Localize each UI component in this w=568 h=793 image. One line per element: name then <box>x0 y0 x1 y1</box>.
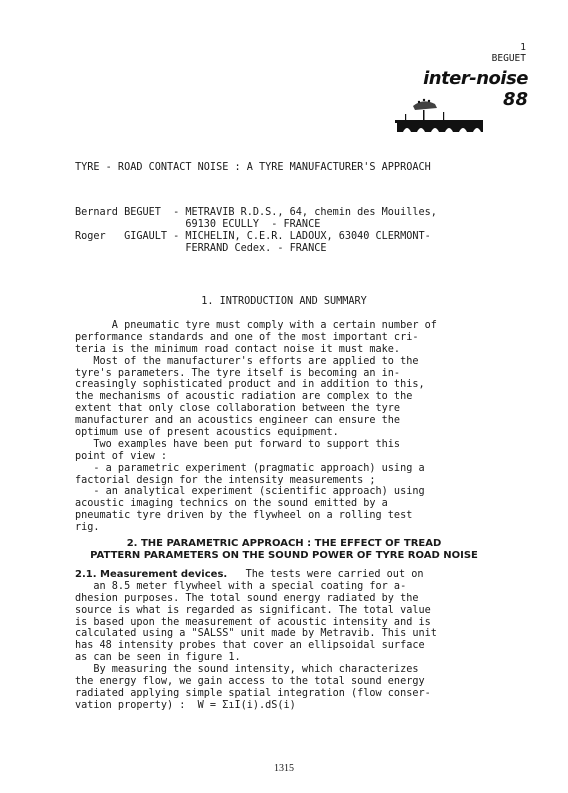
body-line: vation property) : W = ΣıI(i).dS(i) <box>75 699 296 711</box>
logo-title: inter-noise <box>423 68 528 89</box>
body-line: acoustic imaging technics on the sound emitted by a <box>75 498 388 510</box>
body-line: source is what is regarded as significant. The total value <box>75 604 431 616</box>
body-line: an 8.5 meter flywheel with a special coating for a- <box>75 580 407 592</box>
author-line: Bernard BEGUET - METRAVIB R.D.S., 64, chemin des Mouilles, <box>75 207 437 218</box>
section-1-body <box>75 320 500 534</box>
body-line: pneumatic tyre driven by the flywheel on a rolling test <box>75 510 413 522</box>
author-line: 69130 ECULLY - FRANCE <box>75 218 321 230</box>
body-line: point of view : <box>75 450 168 462</box>
body-line: manufacturer and an acoustics engineer can ensure the <box>75 415 401 427</box>
body-line: Most of the manufacturer's efforts are applied to the <box>75 355 419 367</box>
body-line: rig. <box>75 522 100 534</box>
section-2-heading-line: 2. THE PARAMETRIC APPROACH : THE EFFECT OF TREAD <box>126 538 442 549</box>
body-line: Two examples have been put forward to support this <box>75 438 401 450</box>
body-line: performance standards and one of the most important cri- <box>75 331 419 343</box>
body-line: extent that only close collaboration between the tyre <box>75 403 401 415</box>
body-line: optimum use of present acoustics equipment. <box>75 427 339 439</box>
section-2-body <box>75 569 500 712</box>
footer-page-number: 1315 <box>274 763 294 774</box>
paper-title: TYRE - ROAD CONTACT NOISE : A TYRE MANUFACTURER'S APPROACH <box>75 162 431 173</box>
body-line: teria is the minimum road contact noise it must make. <box>75 343 401 355</box>
body-line: has 48 intensity probes that cover an ellipsoidal surface <box>75 640 425 652</box>
author-line: Roger GIGAULT - MICHELIN, C.E.R. LADOUX, 63040 CLERMONT- <box>75 230 431 242</box>
body-line: dhesion purposes. The total sound energy radiated by the <box>75 592 419 604</box>
body-line: The tests were carried out on <box>227 569 424 580</box>
body-line: tyre's parameters. The tyre itself is becoming an in- <box>75 367 401 379</box>
body-line: as can be seen in figure 1. <box>75 652 241 664</box>
body-line: the mechanisms of acoustic radiation are complex to the <box>75 391 413 403</box>
body-line: A pneumatic tyre must comply with a certain number of <box>75 320 437 331</box>
body-line: factorial design for the intensity measurements ; <box>75 474 376 486</box>
header-page-number: 1 <box>520 42 526 53</box>
subsection-heading: 2.1. Measurement devices. <box>75 569 228 580</box>
body-line: radiated applying simple spatial integration (flow conser- <box>75 687 431 699</box>
section-2-heading-line: PATTERN PARAMETERS ON THE SOUND POWER OF TYRE ROAD NOISE <box>90 549 478 561</box>
subsection-first-line <box>75 569 500 581</box>
running-header <box>492 42 526 64</box>
conference-logo <box>393 70 528 136</box>
author-block <box>75 207 437 255</box>
logo-year: 88 <box>502 89 528 110</box>
body-line: By measuring the sound intensity, which characterizes <box>75 664 419 676</box>
section-1-heading: 1. INTRODUCTION AND SUMMARY <box>201 296 367 307</box>
header-author-tag: BEGUET <box>491 53 526 64</box>
section-2-heading <box>0 538 568 562</box>
body-line: the energy flow, we gain access to the total sound energy <box>75 676 425 688</box>
body-line: calculated using a "SALSS" unit made by Metravib. This unit <box>75 628 437 640</box>
author-line: FERRAND Cedex. - FRANCE <box>75 242 327 254</box>
body-line: - a parametric experiment (pragmatic approach) using a <box>75 462 425 474</box>
body-line: is based upon the measurement of acoustic intensity and is <box>75 616 431 628</box>
body-line: - an analytical experiment (scientific approach) using <box>75 486 425 498</box>
body-line: creasingly sophisticated product and in addition to this, <box>75 379 425 391</box>
